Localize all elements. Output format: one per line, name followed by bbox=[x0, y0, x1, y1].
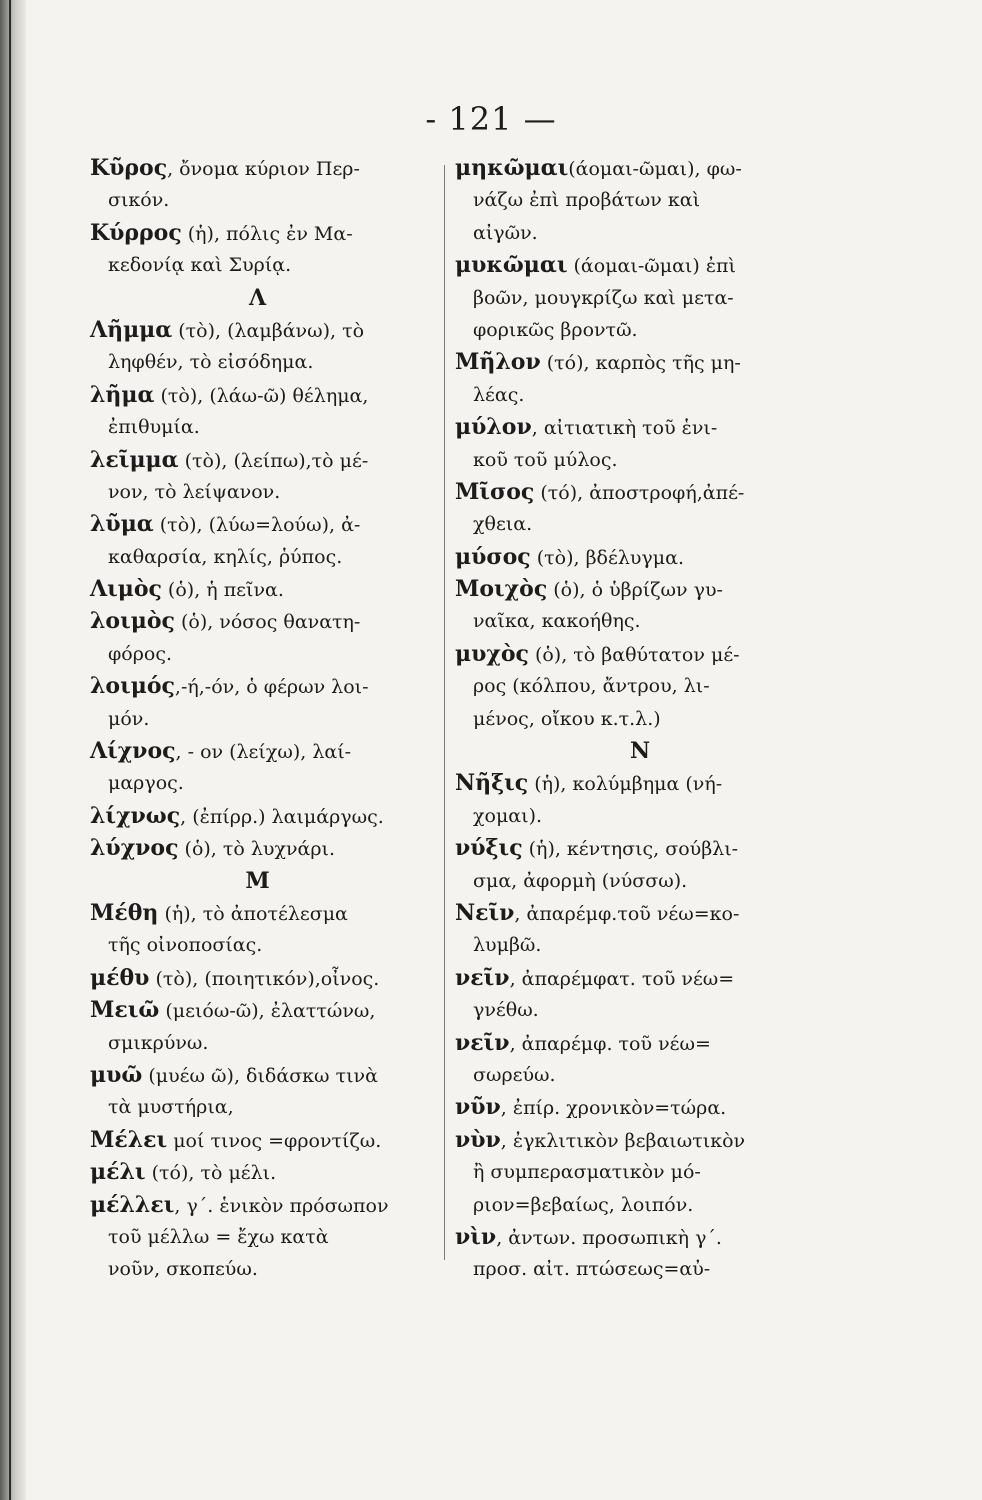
definition-text: (άομαι-ῶμαι), φω- bbox=[568, 158, 742, 180]
dictionary-entry-line bbox=[455, 897, 825, 929]
headword: Κῦρος bbox=[90, 155, 168, 181]
dictionary-entry-line bbox=[90, 508, 425, 540]
definition-text: σμικρύνω. bbox=[108, 1031, 209, 1054]
definition-text: ,-ή,-όν, ὁ φέρων λοι- bbox=[174, 676, 369, 699]
headword: λύχνος bbox=[90, 835, 179, 862]
dictionary-entry-line bbox=[90, 444, 425, 476]
dictionary-entry-line bbox=[90, 379, 425, 411]
definition-text: νον, τὸ λείψανον. bbox=[108, 480, 281, 503]
headword: Μέθη bbox=[90, 899, 159, 926]
definition-text: (τὸ), (ποιητικόν),οἶνος. bbox=[149, 967, 380, 990]
definition-text: (μειόω-ῶ), ἐλαττώνω, bbox=[159, 1000, 376, 1023]
definition-text: (ἡ), κέντησις, σούβλι- bbox=[522, 838, 739, 861]
headword: λῦμα bbox=[90, 511, 154, 538]
left-column bbox=[90, 152, 425, 1286]
page-number: - 121 — bbox=[425, 100, 557, 138]
continuation-line bbox=[90, 476, 425, 508]
headword: Λῆμμα bbox=[90, 316, 173, 343]
definition-text: μένος, οἴκου κ.τ.λ.) bbox=[473, 707, 661, 730]
definition-text: , ἀπαρέμφ. τοῦ νέω= bbox=[509, 1032, 711, 1055]
section-letter: Ν bbox=[629, 738, 651, 765]
continuation-line bbox=[455, 444, 825, 476]
definition-text: τὰ μυστήρια, bbox=[108, 1096, 234, 1119]
definition-text: μόν. bbox=[108, 707, 150, 730]
continuation-line bbox=[90, 1221, 425, 1253]
continuation-line bbox=[455, 282, 825, 314]
headword: Κύρρος bbox=[90, 219, 182, 246]
dictionary-entry-line bbox=[455, 767, 825, 799]
continuation-line bbox=[455, 1253, 825, 1285]
dictionary-entry-line bbox=[455, 1221, 825, 1253]
definition-text: , ἀπαρέμφ.τοῦ νέω=κο- bbox=[514, 902, 740, 925]
headword: λοιμὸς bbox=[90, 608, 175, 635]
definition-text: (άομαι-ῶμαι) ἐπὶ bbox=[567, 255, 736, 278]
dictionary-entry-line bbox=[90, 670, 425, 702]
definition-text: τοῦ μέλλω = ἔχω κατὰ bbox=[108, 1225, 329, 1248]
dictionary-entry-line bbox=[90, 1059, 425, 1091]
headword: Μειῶ bbox=[90, 997, 160, 1024]
headword: Λίχνος bbox=[90, 738, 176, 765]
headword: μύσος bbox=[455, 543, 531, 570]
continuation-line bbox=[455, 508, 825, 540]
section-letter: Λ bbox=[248, 284, 267, 311]
definition-text: (ἡ), κολύμβημα (νή- bbox=[528, 773, 723, 796]
headword: μέλι bbox=[90, 1159, 146, 1186]
definition-text: σωρεύω. bbox=[473, 1063, 556, 1086]
definition-text: νάζω ἐπὶ προβάτων καὶ bbox=[473, 189, 701, 212]
definition-text: , γ΄. ἑνικὸν πρόσωπον bbox=[174, 1194, 389, 1217]
continuation-line bbox=[455, 184, 825, 216]
continuation-line bbox=[455, 929, 825, 961]
dictionary-entry-line bbox=[455, 541, 825, 573]
headword: Νεῖν bbox=[455, 899, 515, 926]
continuation-line bbox=[90, 541, 425, 573]
section-letter: Μ bbox=[245, 867, 270, 894]
definition-text: (ὁ), ὁ ὑβρίζων γυ- bbox=[547, 579, 723, 602]
headword: λίχνως bbox=[90, 802, 181, 829]
right-column bbox=[455, 152, 825, 1286]
definition-text: λυμβῶ. bbox=[473, 934, 542, 957]
definition-text: (τὸ), (λύω=λούω), ἀ- bbox=[153, 514, 361, 537]
definition-text: τῆς οἰνοποσίας. bbox=[108, 934, 263, 957]
headword: μυχὸς bbox=[455, 640, 529, 667]
definition-text: , αἰτιατικὴ τοῦ ἑνι- bbox=[531, 417, 718, 440]
continuation-line bbox=[455, 217, 825, 249]
dictionary-entry-line bbox=[90, 217, 425, 249]
headword: Μῖσος bbox=[455, 478, 535, 505]
definition-text: , (ἐπίρρ.) λαιμάργως. bbox=[180, 805, 384, 828]
continuation-line bbox=[90, 249, 425, 281]
definition-text: (τὸ), (λαμβάνω), τὸ bbox=[172, 319, 365, 342]
definition-text: χθεια. bbox=[473, 513, 533, 536]
definition-text: (τὸ), βδέλυγμα. bbox=[530, 546, 684, 569]
definition-text: (μυέω ῶ), διδάσκω τινὰ bbox=[142, 1064, 378, 1087]
continuation-line bbox=[455, 994, 825, 1026]
headword: Μοιχὸς bbox=[455, 576, 548, 603]
headword: λοιμός bbox=[90, 673, 175, 700]
continuation-line bbox=[90, 411, 425, 443]
headword: Λιμὸς bbox=[90, 576, 162, 603]
continuation-line bbox=[90, 184, 425, 216]
dictionary-entry-line bbox=[90, 735, 425, 767]
definition-text: , ἀπαρέμφατ. τοῦ νέω= bbox=[509, 967, 735, 990]
headword: νὺν bbox=[455, 1126, 501, 1153]
dictionary-entry-line bbox=[90, 605, 425, 637]
dictionary-entry-line bbox=[455, 152, 825, 184]
continuation-line bbox=[455, 379, 825, 411]
headword: Νῆξις bbox=[455, 770, 529, 797]
definition-text: σικόν. bbox=[108, 189, 170, 212]
headword: Μῆλον bbox=[455, 349, 541, 376]
continuation-line bbox=[455, 800, 825, 832]
continuation-line bbox=[455, 314, 825, 346]
definition-text: καθαρσία, κηλίς, ῥύπος. bbox=[108, 545, 343, 568]
dictionary-entry-line bbox=[90, 897, 425, 929]
dictionary-entry-line bbox=[90, 962, 425, 994]
definition-text: λέας. bbox=[473, 383, 525, 406]
headword: νύξις bbox=[455, 835, 523, 862]
continuation-line bbox=[455, 670, 825, 702]
headword: νεῖν bbox=[455, 964, 510, 991]
dictionary-entry-line bbox=[90, 1156, 425, 1188]
definition-text: ρος (κόλπου, ἄντρου, λι- bbox=[473, 675, 710, 698]
headword: μέλλει bbox=[90, 1191, 175, 1218]
dictionary-entry-line bbox=[90, 152, 425, 184]
continuation-line bbox=[90, 767, 425, 799]
continuation-line bbox=[90, 346, 425, 378]
dictionary-entry-line bbox=[90, 1124, 425, 1156]
definition-text: ληφθέν, τὸ εἰσόδημα. bbox=[108, 351, 314, 374]
continuation-line bbox=[90, 638, 425, 670]
definition-text: ἢ συμπερασματικὸν μό- bbox=[473, 1161, 701, 1184]
headword: μέθυ bbox=[90, 964, 150, 991]
continuation-line bbox=[455, 865, 825, 897]
dictionary-entry-line bbox=[90, 573, 425, 605]
dictionary-entry-line bbox=[455, 1124, 825, 1156]
definition-text: ριον=βεβαίως, λοιπόν. bbox=[473, 1193, 694, 1216]
continuation-line bbox=[455, 605, 825, 637]
dictionary-entry-line bbox=[90, 1189, 425, 1221]
continuation-line bbox=[455, 1059, 825, 1091]
definition-text: φόρος. bbox=[108, 642, 173, 665]
definition-text: ναῖκα, κακοήθης. bbox=[473, 610, 641, 633]
dictionary-entry-line bbox=[455, 411, 825, 443]
definition-text: , ἐγκλιτικὸν βεβαιωτικὸν bbox=[500, 1129, 746, 1152]
definition-text: κοῦ τοῦ μύλος. bbox=[473, 448, 618, 471]
dictionary-entry-line bbox=[90, 832, 425, 864]
headword: λῆμα bbox=[90, 381, 155, 408]
headword: νῦν bbox=[455, 1094, 501, 1121]
definition-text: σμα, ἀφορμὴ (νύσσω). bbox=[473, 869, 688, 892]
definition-text: (τὸ), (λείπω),τὸ μέ- bbox=[178, 449, 369, 472]
continuation-line bbox=[455, 1156, 825, 1188]
headword: μηκῶμαι bbox=[455, 155, 569, 181]
binding-line bbox=[9, 0, 11, 1500]
definition-text: (τό), καρπὸς τῆς μη- bbox=[540, 352, 741, 375]
definition-text: βοῶν, μουγκρίζω καὶ μετα- bbox=[473, 286, 734, 309]
continuation-line bbox=[90, 1253, 425, 1285]
column-divider bbox=[444, 165, 445, 1260]
dictionary-entry-line bbox=[90, 314, 425, 346]
definition-text: (ὁ), τὸ λυχνάρι. bbox=[178, 838, 336, 861]
definition-text: (ἡ), τὸ ἀποτέλεσμα bbox=[158, 902, 348, 925]
continuation-line bbox=[455, 703, 825, 735]
headword: Μέλει bbox=[90, 1126, 168, 1153]
definition-text: νοῦν, σκοπεύω. bbox=[108, 1258, 258, 1281]
dictionary-entry-line bbox=[455, 832, 825, 864]
dictionary-entry-line bbox=[455, 1091, 825, 1123]
definition-text: , - ον (λείχω), λαί- bbox=[175, 741, 352, 764]
dictionary-entry-line bbox=[90, 800, 425, 832]
headword: νεῖν bbox=[455, 1029, 510, 1056]
continuation-line bbox=[90, 1027, 425, 1059]
definition-text: προσ. αἰτ. πτώσεως=αὐ- bbox=[473, 1258, 711, 1281]
headword: μύλον bbox=[455, 414, 532, 441]
definition-text: (τὸ), (λάω-ῶ) θέλημα, bbox=[154, 384, 369, 407]
definition-text: φορικῶς βροντῶ. bbox=[473, 318, 638, 341]
definition-text: μαργος. bbox=[108, 772, 184, 795]
headword: λεῖμμα bbox=[90, 446, 179, 473]
definition-text: χομαι). bbox=[473, 804, 543, 827]
definition-text: (ἡ), πόλις ἐν Μα- bbox=[181, 222, 353, 245]
definition-text: , ὄνομα κύριον Περ- bbox=[167, 158, 360, 180]
definition-text: (ὁ), νόσος θανατη- bbox=[174, 611, 361, 634]
dictionary-entry-line bbox=[455, 573, 825, 605]
dictionary-entry-line bbox=[455, 962, 825, 994]
dictionary-entry-line bbox=[90, 994, 425, 1026]
continuation-line bbox=[90, 1091, 425, 1123]
definition-text: , ἀντων. προσωπικὴ γ΄. bbox=[496, 1226, 722, 1249]
continuation-line bbox=[90, 703, 425, 735]
definition-text: μοί τινος =φροντίζω. bbox=[167, 1129, 382, 1152]
definition-text: ἐπιθυμία. bbox=[108, 416, 200, 439]
dictionary-entry-line bbox=[455, 1027, 825, 1059]
definition-text: (ὁ), ἡ πεῖνα. bbox=[161, 579, 284, 602]
definition-text: γνέθω. bbox=[473, 999, 539, 1022]
definition-text: κεδονίᾳ καὶ Συρίᾳ. bbox=[108, 254, 292, 277]
definition-text: (ὁ), τὸ βαθύτατον μέ- bbox=[528, 643, 740, 666]
definition-text: (τό), ἀποστροφή,ἀπέ- bbox=[534, 481, 745, 504]
continuation-line bbox=[90, 929, 425, 961]
continuation-line bbox=[455, 1189, 825, 1221]
definition-text: , ἐπίρ. χρονικὸν=τώρα. bbox=[500, 1097, 727, 1120]
dictionary-entry-line bbox=[455, 476, 825, 508]
dictionary-entry-line bbox=[455, 346, 825, 378]
definition-text: αἰγῶν. bbox=[473, 221, 538, 244]
headword: μυκῶμαι bbox=[455, 252, 568, 279]
headword: μυῶ bbox=[90, 1061, 143, 1088]
dictionary-entry-line bbox=[455, 638, 825, 670]
dictionary-entry-line bbox=[455, 249, 825, 281]
definition-text: (τό), τὸ μέλι. bbox=[145, 1162, 277, 1185]
page-binding-edge bbox=[0, 0, 26, 1500]
headword: νὶν bbox=[455, 1223, 497, 1250]
